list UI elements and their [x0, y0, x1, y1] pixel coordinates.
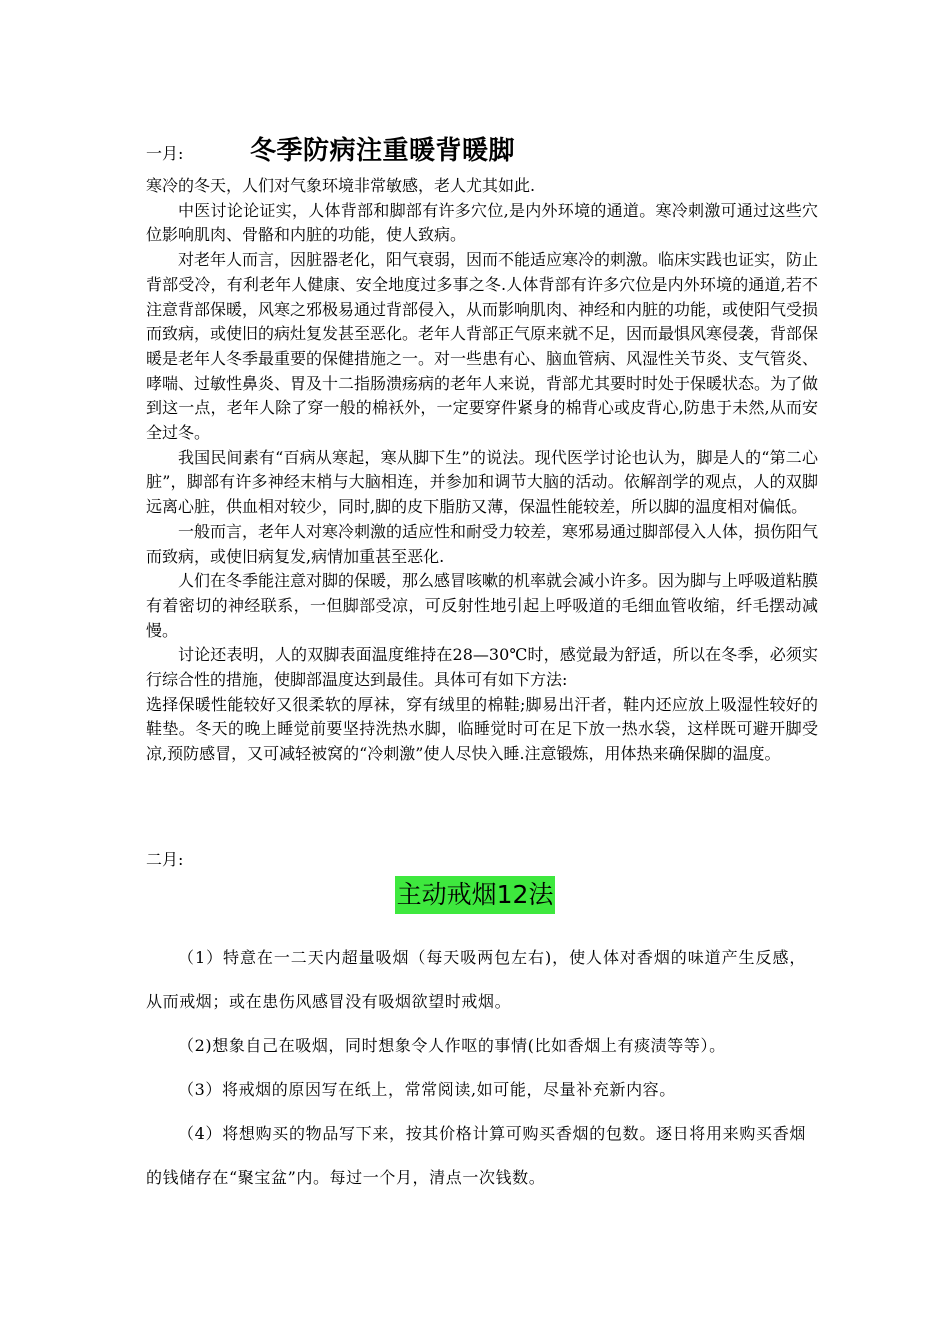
section-title: 冬季防病注重暖背暖脚	[250, 136, 516, 166]
section-title-highlighted: 主动戒烟12法	[395, 876, 556, 914]
list-item: （1）特意在一二天内超量吸烟（每天吸两包左右)，使人体对香烟的味道产生反感，从而戒烟；或在患伤风感冒没有吸烟欲望时戒烟。	[146, 948, 806, 1011]
list-item: （3）将戒烟的原因写在纸上，常常阅读,如可能，尽量补充新内容。	[178, 1080, 676, 1099]
month-label: 二月:	[146, 850, 184, 869]
section-heading	[146, 134, 818, 174]
section-january	[146, 134, 818, 767]
paragraph: 讨论还表明，人的双脚表面温度维持在28—30℃时，感觉最为舒适，所以在冬季，必须实行综合性的措施，使脚部温度达到最佳。具体可有如下方法:	[146, 645, 818, 690]
paragraph: 寒冷的冬天，人们对气象环境非常敏感，老人尤其如此.	[146, 176, 536, 195]
paragraph: 一般而言，老年人对寒冷刺激的适应性和耐受力较差，寒邪易通过脚部侵入人体，损伤阳气而致病，或使旧病复发,病情加重甚至恶化.	[146, 521, 819, 566]
paragraph: 人们在冬季能注意对脚的保暖，那么感冒咳嗽的机率就会减小许多。因为脚与上呼吸道粘膜有着密切的神经联系，一但脚部受凉，可反射性地引起上呼吸道的毛细血管收缩，纤毛摆动减慢。	[146, 571, 819, 640]
paragraph: 对老年人而言，因脏器老化，阳气衰弱，因而不能适应寒冷的刺激。临床实践也证实，防止背部受冷，有利老年人健康、安全地度过多事之冬.人体背部有许多穴位是内外环境的通道,若不注意背部保暖，风寒之邪极易通过背部侵入，从而影响肌肉、神经和内脏的功能，或使阳气受损而致病，或使旧的病灶复发甚至恶化。老年人背部正气原来就不足，因而最惧风寒侵袭，背部保暖是老年人冬季最重要的保健措施之一。对一些患有心、脑血管病、风湿性关节炎、支气管炎、哮喘、过敏性鼻炎、胃及十二指肠溃疡病的老年人来说，背部尤其要时时处于保暖状态。为了做到这一点，老年人除了穿一般的棉袄外，一定要穿件紧身的棉背心或皮背心,防患于未然,从而安全过冬。	[146, 250, 819, 443]
paragraph: 中医讨论论证实，人体背部和脚部有许多穴位,是内外环境的通道。寒冷刺激可通过这些穴位影响肌肉、骨骼和内脏的功能，使人致病。	[146, 200, 818, 245]
section-february	[146, 936, 806, 1200]
paragraph: 我国民间素有“百病从寒起，寒从脚下生”的说法。现代医学讨论也认为，脚是人的“第二心脏”，脚部有许多神经末梢与大脑相连，并参加和调节大脑的活动。依解剖学的观点，人的双脚远离心脏，供血相对较少，同时,脚的皮下脂肪又薄，保温性能较差，所以脚的温度相对偏低。	[146, 447, 818, 517]
section-heading	[0, 876, 950, 914]
paragraph: 选择保暖性能较好又很柔软的厚袜，穿有绒里的棉鞋;脚易出汗者，鞋内还应放上吸湿性较好的鞋垫。冬天的晚上睡觉前要坚持洗热水脚，临睡觉时可在足下放一热水袋，这样既可避开脚受凉,预防感冒，又可减轻被窝的“冷刺激”使人尽快入睡.注意锻炼，用体热来确保脚的温度。	[146, 694, 818, 764]
list-item: （4）将想购买的物品写下来，按其价格计算可购买香烟的包数。逐日将用来购买香烟的钱储存在“聚宝盆”内。每过一个月，清点一次钱数。	[146, 1124, 806, 1187]
month-label: 一月:	[146, 144, 184, 163]
list-item: （2)想象自己在吸烟，同时想象令人作呕的事情(比如香烟上有痰渍等等）。	[178, 1036, 726, 1055]
